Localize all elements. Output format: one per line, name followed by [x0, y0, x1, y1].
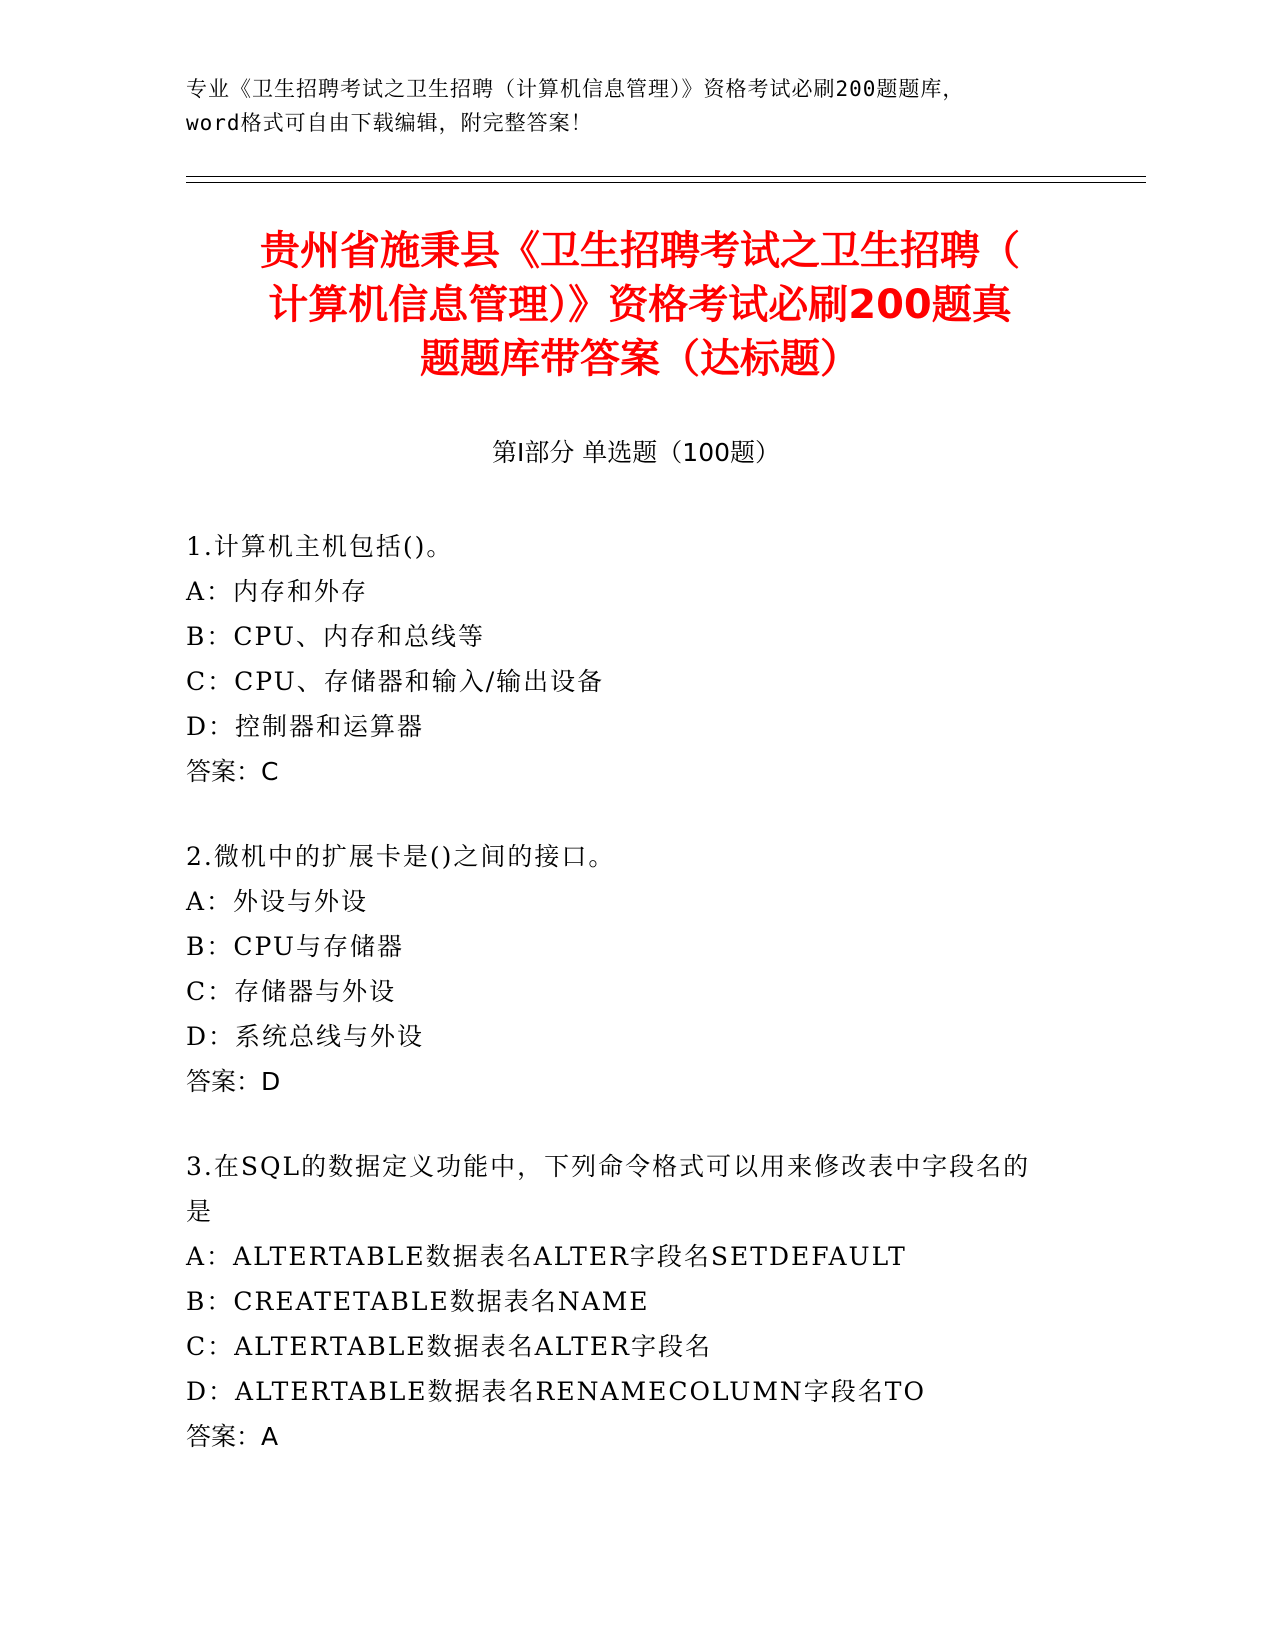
answer: 答案：A	[186, 1422, 279, 1451]
header-note-line-2: word格式可自由下载编辑，附完整答案！	[186, 111, 593, 135]
option-c: C：存储器与外设	[186, 977, 397, 1006]
option-a: A：内存和外存	[186, 577, 369, 606]
document-title-line-1: 贵州省施秉县《卫生招聘考试之卫生招聘（	[260, 228, 1020, 274]
option-a: A：ALTERTABLE数据表名ALTER字段名SETDEFAULT	[186, 1242, 907, 1271]
header-note-line-1: 专业《卫生招聘考试之卫生招聘（计算机信息管理）》资格考试必刷200题题库，	[186, 77, 965, 101]
document-title	[190, 224, 1090, 386]
question-list	[186, 524, 1086, 1499]
answer: 答案：C	[186, 757, 279, 786]
header-note	[186, 72, 1066, 140]
option-a: A：外设与外设	[186, 887, 369, 916]
header-divider-bottom	[186, 182, 1146, 183]
section-heading: 第Ⅰ部分 单选题（100题）	[491, 438, 781, 467]
document-title-line-2: 计算机信息管理）》资格考试必刷200题真	[268, 282, 1012, 328]
header-divider-top	[186, 176, 1146, 177]
option-d: D：ALTERTABLE数据表名RENAMECOLUMN字段名TO	[186, 1377, 926, 1406]
question-3	[186, 1144, 1086, 1459]
option-b: B：CPU与存储器	[186, 932, 404, 961]
option-b: B：CREATETABLE数据表名NAME	[186, 1287, 650, 1316]
option-c: C：CPU、存储器和输入/输出设备	[186, 667, 605, 696]
question-stem: 3.在SQL的数据定义功能中，下列命令格式可以用来修改表中字段名的是	[186, 1152, 1031, 1226]
question-stem: 2.微机中的扩展卡是()之间的接口。	[186, 842, 616, 871]
question-2	[186, 834, 1086, 1104]
answer: 答案：D	[186, 1067, 281, 1096]
question-stem: 1.计算机主机包括()。	[186, 532, 454, 561]
option-b: B：CPU、内存和总线等	[186, 622, 485, 651]
option-c: C：ALTERTABLE数据表名ALTER字段名	[186, 1332, 713, 1361]
document-title-line-3: 题题库带答案（达标题）	[420, 336, 860, 382]
option-d: D：控制器和运算器	[186, 712, 425, 741]
option-d: D：系统总线与外设	[186, 1022, 425, 1051]
question-1	[186, 524, 1086, 794]
